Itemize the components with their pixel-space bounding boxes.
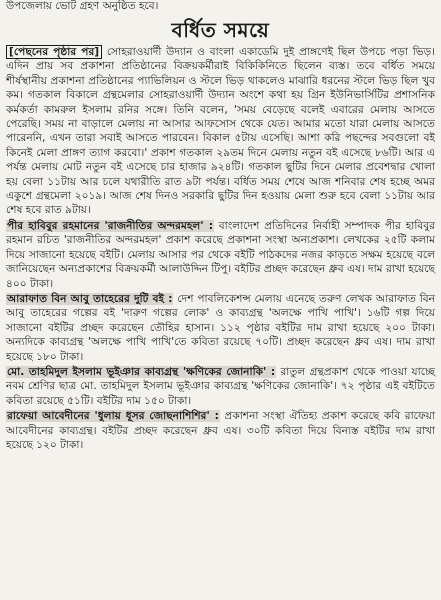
subhead-lead: আরাফাত বিন আবু তাহেরের দুটি বই :: [7, 292, 173, 305]
article-paragraph-book-4: [4, 409, 437, 452]
article-headline: বর্ধিত সময়ে: [171, 18, 270, 42]
paragraph-body: বাংলাদেশ প্রতিদিনের নির্বাহী সম্পাদক পীর হাবিবুর রহমান রচিত 'রাজনীতির অন্দরমহল' প্রকাশ করেছে প্রকাশনা সংস্থা অন্যপ্রকাশ। লেখকের ২৫টি কলাম দিয়ে সাজানো হয়েছে বইটি। মেলায় আসার পর থেকে বইটি পাঠকদের নজর কাড়তে সক্ষম হয়েছে বলে জানিয়েছেন অন্যপ্রকাশের বিক্রয়কর্মী আলাউদ্দিন টিপু। বইটির প্রচ্ছদ করেছেন ধ্রুব এষ। দাম রাখা হয়েছে ৪০০ টাকা।: [6, 219, 435, 290]
paragraph-body: সোহরাওয়ার্দী উদ্যান ও বাংলা একাডেমি দুই প্রাঙ্গণেই ছিল উপচে পড়া ভিড়। এদিন প্রায় সব প্রকাশনা প্রতিষ্ঠানের বিক্রয়কর্মীরাই বিকিকিনিতে ছিলেন ব্যস্ত। তবে বর্ধিত সময়ে শীর্ষস্থানীয় প্রকাশনা প্রতিষ্ঠানের প্যাভিলিয়ন ও স্টলে ভিড় থাকলেও মাঝারি ধরনের স্টলে ভিড় ছিল খুব কম। গতকাল বিকালে গ্রন্থমেলার সোহরাওয়ার্দী উদ্যান অংশে কথা হয় গ্রিন ইউনিভার্সিটির প্রশাসনিক কর্মকর্তা কামরুল ইসলাম রনির সঙ্গে। তিনি বলেন, 'সময় বেড়েছে বলেই এবারের মেলায় আসতে পেরেছি। সময় না বাড়ালে মেলায় না আসার আফসোস থেকে যেত। আমার মতো যারা মেলায় আসতে পারেননি, এখন তারা সবাই আসতে পারবেন। বিকাল ৫টায় এসেছি। আশা করি পছন্দের সবগুলো বই কিনেই মেলা প্রাঙ্গণ ত্যাগ করবো।' প্রকাশ গতকাল ২৯তম দিনে মেলায় নতুন বই এসেছে ৮৬টি। আর এ পর্যন্ত মেলায় মোট নতুন বই এসেছে চার হাজার ৯২৪টি। গতকাল ছুটির দিনে মেলার প্রবেশদ্বার খোলা হয় বেলা ১১টায় আর চলে যথারীতি রাত ৯টা পর্যন্ত। বর্ধিত সময় শেষে আজ শনিবার শেষ হচ্ছে অমর একুশে গ্রন্থমেলা ২০১৯। আজ শেষ দিনও সরকারি ছুটির দিন হওয়ায় মেলা শুরু হবে বেলা ১১টায় আর শেষ হবে রাত ৯টায়।: [6, 46, 435, 217]
paragraph-body: রাতুল গ্রন্থপ্রকাশ থেকে পাওয়া যাচ্ছে নবম শ্রেণির ছাত্র মো. তাহমিদুল ইসলাম ভূইঞার কাব্যগ্রন্থ 'ক্ষণিকের জোনাকি'। ৭২ পৃষ্ঠার এই বইটিতে কবিতা রয়েছে ৫১টি। বইটির দাম ১৫০ টাকা।: [6, 365, 435, 407]
article-paragraph-book-1: [4, 219, 437, 291]
previous-article-tail: উপজেলায় ভোট গ্রহণ অনুষ্ঠিত হবে।: [6, 0, 159, 12]
paragraph-body: প্রকাশনা সংস্থা ঐতিহ্য প্রকাশ করেছে কবি রাফেয়া আবেদীনের কাব্যগ্রন্থ। বইটির প্রচ্ছদ করেছেন ধ্রুব এষ। ৩০টি কবিতা দিয়ে বিন্যস্ত বইটির দাম রাখা হয়েছে ১২০ টাকা।: [6, 410, 435, 451]
article-paragraph-book-3: [4, 365, 437, 408]
article-paragraph-intro: [4, 45, 437, 218]
article-paragraph-book-2: [4, 292, 437, 364]
continued-from-marker: [পেছনের পৃষ্ঠার পর]: [6, 45, 102, 59]
subhead-lead: মো. তাহমিদুল ইসলাম ভূইঞার কাব্যগ্রন্থ 'ক্ষণিকের জোনাকি' :: [7, 365, 276, 378]
paragraph-body: দেশ পাবলিকেশন্স মেলায় এনেছে তরুণ লেখক আরাফাত বিন আবু তাহেরের গল্পের বই 'দারুণ গল্পের লোক' ও কাব্যগ্রন্থ 'অলক্ষে পাখি পাখি'। ১৬টি গল্প দিয়ে সাজানো বইটির প্রচ্ছদ করেছেন তৌহির হাসান। ১১২ পৃষ্ঠার বইটির দাম রাখা হয়েছে ২০০ টাকা। অন্যদিকে কাব্যগ্রন্থ 'অলক্ষে পাখি পাখি'তে কবিতা রয়েছে ৭০টি। প্রচ্ছদ করেছেন ধ্রুব এষ। দাম রাখা হয়েছে ১৮০ টাকা।: [6, 292, 435, 363]
subhead-lead: রাফেয়া আবেদীনের 'ধুলায় ধূসর জোছনাশিশির' :: [7, 410, 219, 423]
subhead-lead: পীর হাবিবুর রহমানের 'রাজনীতির অন্দরমহল' :: [7, 219, 213, 232]
